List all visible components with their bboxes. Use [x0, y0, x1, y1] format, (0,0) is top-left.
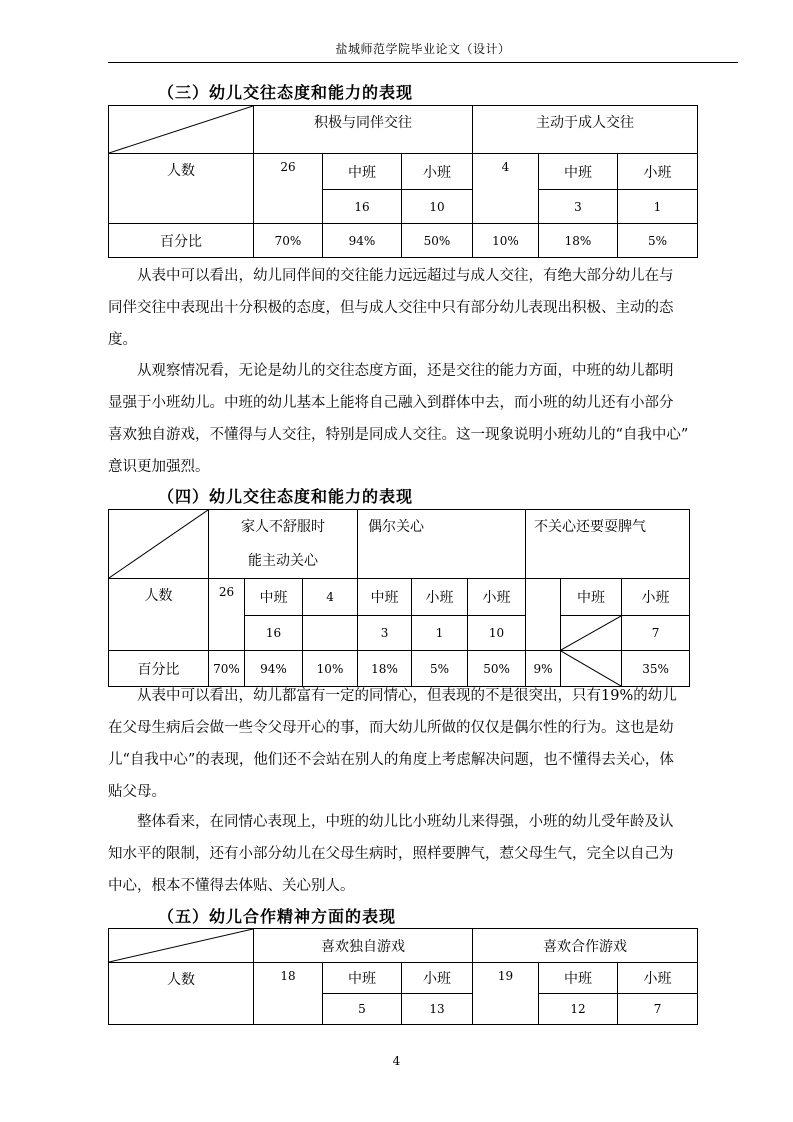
row-label-percent: 百分比 — [109, 651, 209, 687]
cell-percent: 9% — [526, 651, 561, 687]
cell-mid-class: 中班 — [539, 154, 618, 190]
cell-percent: 70% — [209, 651, 245, 687]
section4-heading: （四）幼儿交往态度和能力的表现 — [158, 487, 414, 506]
cell-small-class: 小班 — [618, 963, 698, 994]
text-line: 贴父母。 — [108, 784, 166, 800]
cell-percent: 35% — [622, 651, 690, 687]
text-line: 整体看来，在同情心表现上，中班的幼儿比小班幼儿来得强，小班的幼儿受年龄及认 — [137, 814, 674, 830]
section4-paragraph-2 — [108, 806, 740, 902]
cell-percent: 10% — [303, 651, 358, 687]
cell-empty — [303, 616, 358, 651]
cell-empty — [526, 579, 561, 651]
row-label-people: 人数 — [109, 963, 254, 1025]
cell-value: 1 — [412, 616, 468, 651]
cell-value: 3 — [358, 616, 412, 651]
row-label-people: 人数 — [109, 579, 209, 651]
text-line: 在父母生病后会做一些令父母开心的事，而大幼儿所做的仅仅是偶尔性的行为。这也是幼 — [108, 720, 674, 736]
table-cooperation — [108, 928, 698, 1025]
table-interaction-attitude — [108, 105, 698, 258]
cell-percent: 18% — [358, 651, 412, 687]
section5-heading: （五）幼儿合作精神方面的表现 — [158, 907, 397, 926]
cell-value: 1 — [618, 190, 698, 224]
cell-percent: 70% — [254, 224, 323, 258]
cell-mid-class: 中班 — [323, 963, 402, 994]
cell-value: 4 — [303, 579, 358, 616]
text-line: 度。 — [108, 332, 137, 348]
col-group-active-care — [209, 510, 358, 579]
page-number: 4 — [392, 1054, 401, 1068]
header-line: 家人不舒服时 — [241, 519, 325, 535]
cell-value: 16 — [323, 190, 402, 224]
diagonal-header-cell — [109, 510, 209, 579]
cell-value: 3 — [539, 190, 618, 224]
row-label-people: 人数 — [109, 154, 254, 224]
diagonal-header-cell — [109, 106, 254, 154]
cell-value: 5 — [323, 994, 402, 1025]
cell-small-class: 小班 — [412, 579, 468, 616]
cell-percent: 18% — [539, 224, 618, 258]
section4-paragraph-1 — [108, 680, 740, 808]
cell-value: 16 — [245, 616, 303, 651]
text-line: 中心，根本不懂得去体贴、关心别人。 — [108, 878, 355, 894]
section3-paragraph-2 — [108, 355, 740, 483]
col-group-cooperative-play: 喜欢合作游戏 — [473, 929, 698, 963]
cell-mid-class: 中班 — [358, 579, 412, 616]
text-line: 同伴交往中表现出十分积极的态度，但与成人交往中只有部分幼儿表现出积极、主动的态 — [108, 300, 674, 316]
cell-small-class: 小班 — [468, 579, 526, 616]
col-group-no-care: 不关心还要耍脾气 — [526, 510, 690, 579]
cell-value: 10 — [468, 616, 526, 651]
cell-mid-class: 中班 — [539, 963, 618, 994]
cell-value: 19 — [473, 963, 539, 1025]
page-header: 盐城师范学院毕业论文（设计） — [335, 42, 511, 56]
col-group-occasional-care: 偶尔关心 — [358, 510, 526, 579]
cell-small-class: 小班 — [402, 154, 473, 190]
cell-value: 26 — [254, 154, 323, 224]
cell-mid-class: 中班 — [561, 579, 622, 616]
cell-mid-class: 中班 — [245, 579, 303, 616]
cell-percent: 5% — [412, 651, 468, 687]
text-line: 儿“自我中心”的表现，他们还不会站在别人的角度上考虑解决问题，也不懂得去关心，体 — [108, 752, 674, 768]
text-line: 从表中可以看出，幼儿都富有一定的同情心，但表现的不是很突出，只有19%的幼儿 — [137, 688, 677, 704]
text-line: 知水平的限制，还有小部分幼儿在父母生病时，照样要脾气，惹父母生气，完全以自己为 — [108, 846, 674, 862]
text-line: 从观察情况看，无论是幼儿的交往态度方面，还是交往的能力方面，中班的幼儿都明 — [137, 363, 674, 379]
cell-value: 26 — [209, 579, 245, 651]
cell-small-class: 小班 — [402, 963, 473, 994]
header-divider — [108, 62, 738, 63]
table-empathy — [108, 509, 690, 687]
diagonal-header-cell — [109, 929, 254, 963]
diagonal-empty-cell — [561, 616, 622, 651]
cell-small-class: 小班 — [622, 579, 690, 616]
text-line: 从表中可以看出，幼儿同伴间的交往能力远远超过与成人交往，有绝大部分幼儿在与 — [137, 268, 674, 284]
cell-percent: 50% — [402, 224, 473, 258]
section3-heading: （三）幼儿交往态度和能力的表现 — [158, 83, 414, 102]
row-label-percent: 百分比 — [109, 224, 254, 258]
cell-value: 12 — [539, 994, 618, 1025]
col-group-peer: 积极与同伴交往 — [254, 106, 473, 154]
text-line: 显强于小班幼儿。中班的幼儿基本上能将自己融入到群体中去，而小班的幼儿还有小部分 — [108, 395, 674, 411]
text-line: 意识更加强烈。 — [108, 459, 210, 475]
section3-paragraph-1 — [108, 260, 740, 356]
cell-percent: 94% — [245, 651, 303, 687]
cell-value: 13 — [402, 994, 473, 1025]
cell-percent: 10% — [473, 224, 539, 258]
header-line: 能主动关心 — [248, 553, 318, 569]
cell-value: 10 — [402, 190, 473, 224]
cell-mid-class: 中班 — [323, 154, 402, 190]
cell-value: 4 — [473, 154, 539, 224]
cell-percent: 5% — [618, 224, 698, 258]
cell-small-class: 小班 — [618, 154, 698, 190]
text-line: 喜欢独自游戏，不懂得与人交往，特别是同成人交往。这一现象说明小班幼儿的“自我中心” — [108, 427, 689, 443]
cell-value: 7 — [618, 994, 698, 1025]
cell-value: 18 — [254, 963, 323, 1025]
cell-value: 7 — [622, 616, 690, 651]
cell-percent: 50% — [468, 651, 526, 687]
col-group-adult: 主动于成人交往 — [473, 106, 698, 154]
cell-percent: 94% — [323, 224, 402, 258]
col-group-solo-play: 喜欢独自游戏 — [254, 929, 473, 963]
